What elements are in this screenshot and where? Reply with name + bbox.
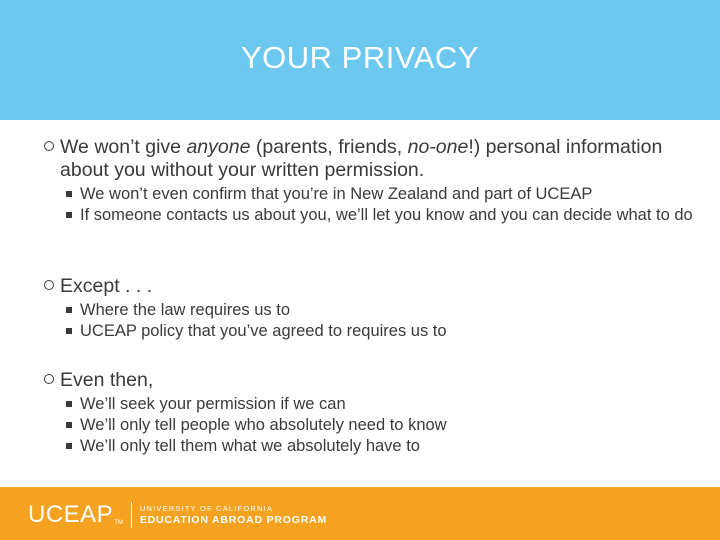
sub-bullet: If someone contacts us about you, we’ll let you know and you can decide what to do (66, 205, 704, 226)
logo-divider (131, 502, 132, 528)
bullet-list (44, 136, 704, 226)
square-bullet-icon (66, 191, 72, 197)
square-bullet-icon (66, 328, 72, 334)
logo-trademark: TM (114, 520, 123, 526)
sub-bullet: We’ll only tell them what we absolutely have to (66, 436, 704, 457)
sub-bullet: UCEAP policy that you’ve agreed to requires us to (66, 321, 704, 342)
slide-title: YOUR PRIVACY (241, 40, 479, 75)
square-bullet-icon (66, 443, 72, 449)
bullet-text: Even then, (60, 369, 154, 391)
sub-bullet: We’ll only tell people who absolutely need to know (66, 415, 704, 436)
sub-bullet: We’ll seek your permission if we can (66, 394, 704, 415)
sub-list (66, 300, 704, 342)
logo-wordmark: UCEAP (28, 501, 114, 528)
sub-list (66, 184, 704, 226)
uceap-logo (28, 500, 327, 530)
sub-list (66, 394, 704, 457)
square-bullet-icon (66, 307, 72, 313)
sub-bullet: Where the law requires us to (66, 300, 704, 321)
bullet-privacy (44, 136, 704, 182)
square-bullet-icon (66, 212, 72, 218)
bullet-text: We won’t give anyone (parents, friends, no-one!) personal information about you without your written permission. (60, 136, 663, 181)
circle-bullet-icon (44, 141, 54, 151)
sub-bullet: We won’t even confirm that you’re in New Zealand and part of UCEAP (66, 184, 704, 205)
bullet-text: Except . . . (60, 275, 153, 297)
square-bullet-icon (66, 422, 72, 428)
bullet-even-then (44, 369, 704, 457)
logo-tagline: UNIVERSITY OF CALIFORNIA EDUCATION ABROAD PROGRAM (139, 503, 328, 526)
circle-bullet-icon (44, 280, 54, 290)
circle-bullet-icon (44, 374, 54, 384)
bullet-except (44, 275, 704, 342)
square-bullet-icon (66, 401, 72, 407)
